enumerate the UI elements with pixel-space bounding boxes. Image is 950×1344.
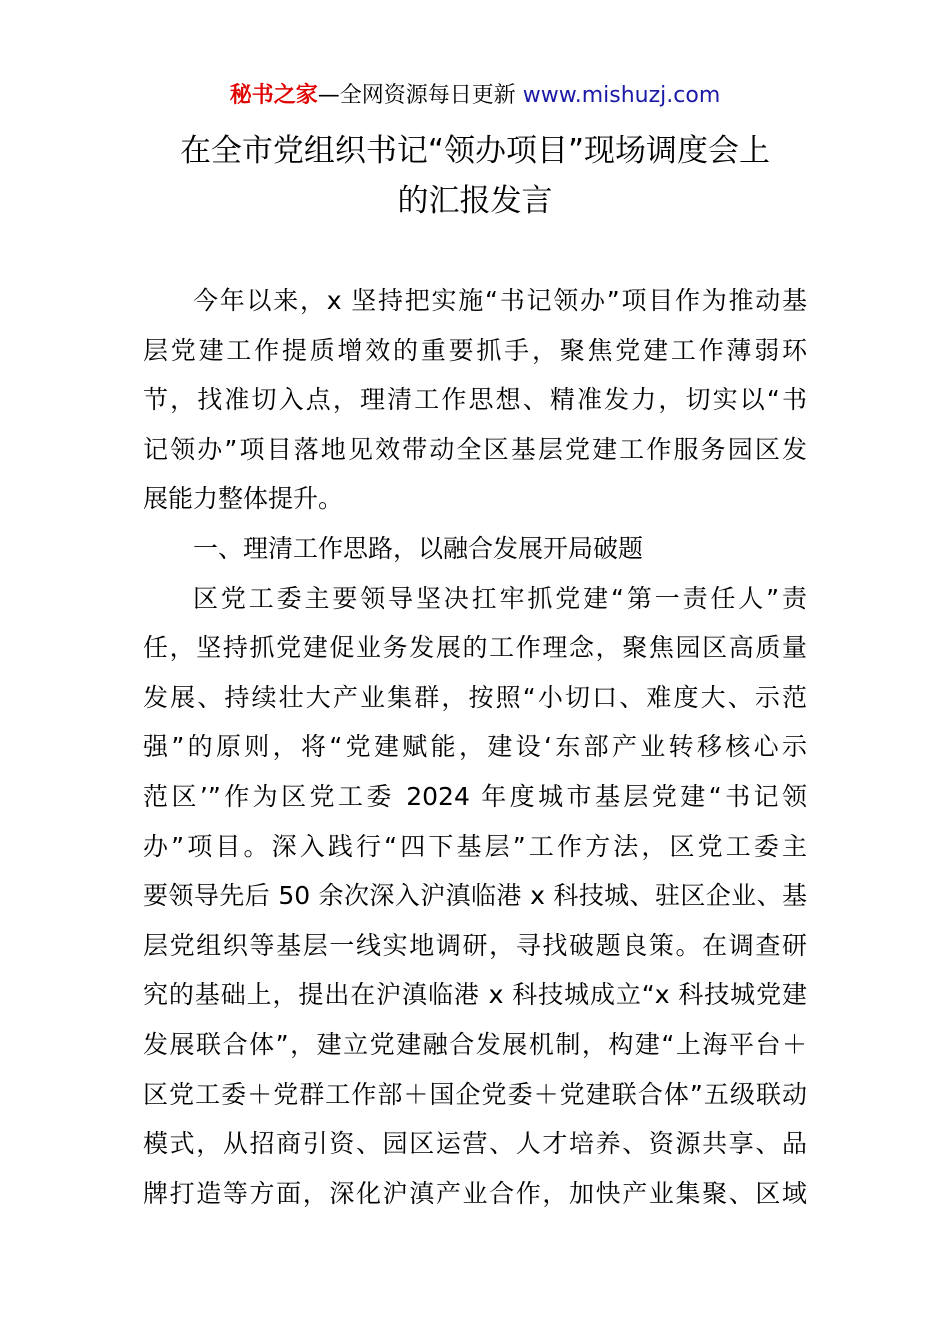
paragraph-line: 区党工委＋党群工作部＋国企党委＋党建联合体”五级联动	[143, 1079, 807, 1109]
paragraph-line: 要领导先后 50 余次深入沪滇临港 x 科技城、驻区企业、基	[143, 881, 807, 911]
paragraph-line: 究的基础上，提出在沪滇临港 x 科技城成立“x 科技城党建	[143, 980, 807, 1010]
section-heading: 一、理清工作思路，以融合发展开局破题	[193, 533, 644, 563]
title-line: 的汇报发言	[397, 183, 553, 219]
paragraph-line: 节，找准切入点，理清工作思想、精准发力，切实以“书	[143, 385, 807, 415]
site-url[interactable]: www.mishuzj.com	[522, 83, 721, 108]
paragraph-line: 任，坚持抓党建促业务发展的工作理念，聚焦园区高质量	[143, 633, 807, 663]
paragraph-line: 发展联合体”，建立党建融合发展机制，构建“上海平台＋	[143, 1029, 807, 1059]
paragraph-line: 展能力整体提升。	[143, 484, 344, 514]
paragraph-line: 范区’”作为区党工委 2024 年度城市基层党建“书记领	[143, 781, 807, 811]
paragraph-line: 今年以来，x 坚持把实施“书记领办”项目作为推动基	[193, 286, 807, 315]
paragraph-line: 强”的原则，将“党建赋能，建设‘东部产业转移核心示	[143, 732, 807, 762]
paragraph-line: 发展、持续壮大产业集群，按照“小切口、难度大、示范	[143, 682, 807, 712]
document-title	[120, 126, 830, 226]
paragraph-line: 模式，从招商引资、园区运营、人才培养、资源共享、品	[143, 1129, 807, 1159]
paragraph-line: 牌打造等方面，深化沪滇产业合作，加快产业集聚、区域	[143, 1178, 807, 1208]
title-line: 在全市党组织书记“领办项目”现场调度会上	[179, 133, 771, 169]
site-tagline: —全网资源每日更新	[317, 83, 523, 108]
paragraph-line: 层党组织等基层一线实地调研，寻找破题良策。在调查研	[143, 930, 807, 960]
paragraph-line: 层党建工作提质增效的重要抓手，聚焦党建工作薄弱环	[143, 335, 807, 365]
paragraph-line: 记领办”项目落地见效带动全区基层党建工作服务园区发	[143, 434, 807, 464]
paragraph-line: 办”项目。深入践行“四下基层”工作方法，区党工委主	[143, 831, 807, 861]
site-header	[0, 80, 950, 112]
site-brand: 秘书之家	[229, 83, 318, 108]
paragraph-line: 区党工委主要领导坚决扛牢抓党建“第一责任人”责	[193, 583, 807, 613]
document-body	[143, 276, 807, 1218]
